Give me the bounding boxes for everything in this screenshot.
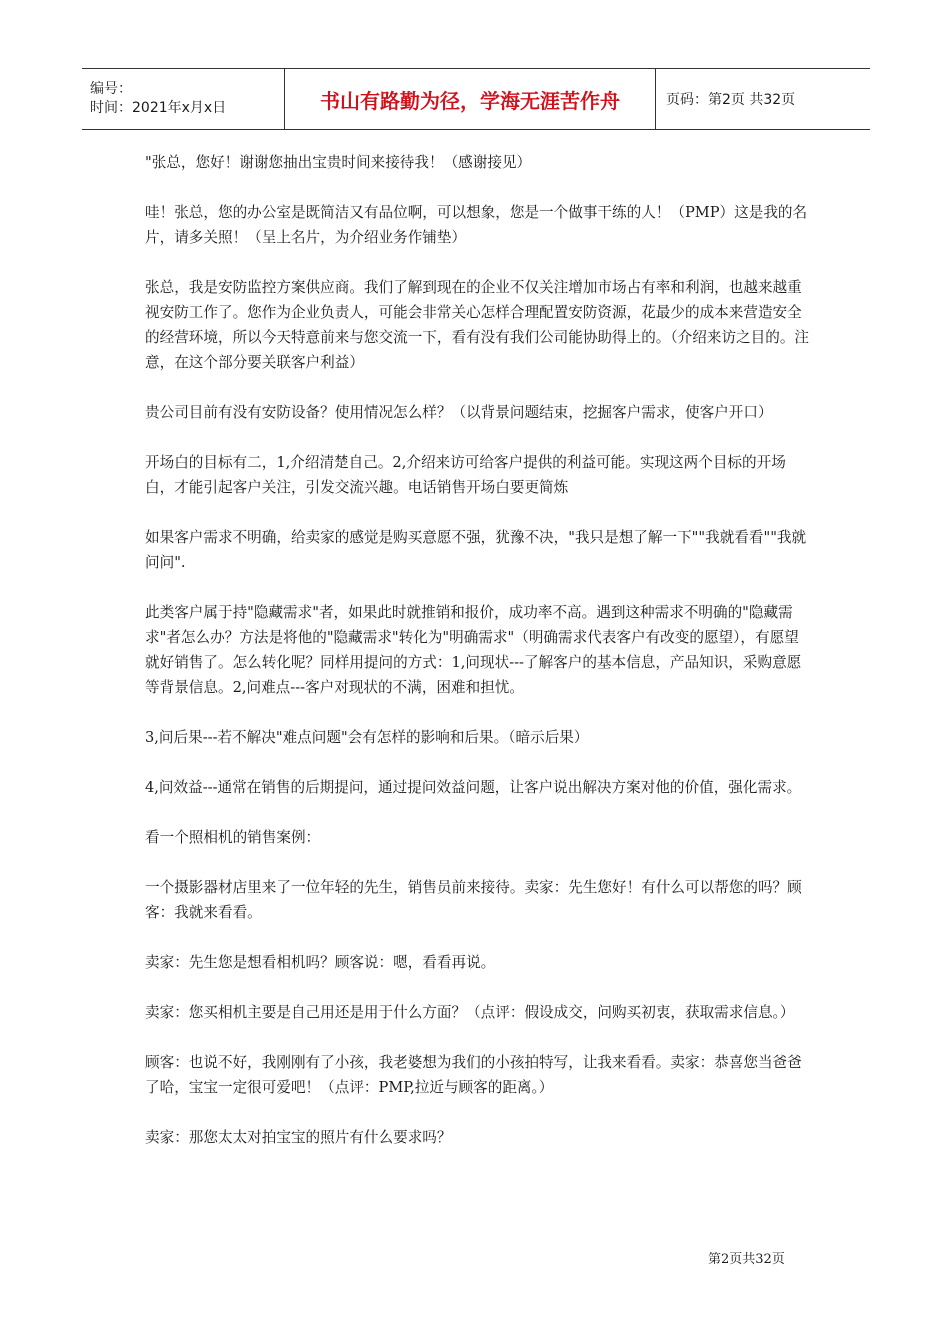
paragraph: "张总，您好！谢谢您抽出宝贵时间来接待我！（感谢接见） [145, 154, 532, 171]
paragraph: 卖家：那您太太对拍宝宝的照片有什么要求吗？ [145, 1129, 452, 1146]
page-footer: 第2页共32页 [708, 1252, 785, 1267]
document-number-label: 编号： [90, 81, 132, 97]
paragraph: 贵公司目前有没有安防设备？使用情况怎么样？（以背景问题结束，挖掘客户需求，使客户开口） [145, 404, 773, 421]
paragraph: 哇！张总，您的办公室是既简洁又有品位啊，可以想象，您是一个做事干练的人！（PMP）这是我的名片，请多关照！（呈上名片，为介绍业务作铺垫） [145, 204, 808, 246]
paragraph: 此类客户属于持"隐藏需求"者，如果此时就推销和报价，成功率不高。遇到这种需求不明确的"隐藏需求"者怎么办？方法是将他的"隐藏需求"转化为"明确需求"（明确需求代表客户有改变的愿望），有愿望就好销售了。怎么转化呢？同样用提问的方式：1,问现状---了解客户的基本信息，产品知识，采购意愿等背景信息。2,问难点---客户对现状的不满，困难和担忧。 [145, 604, 802, 696]
paragraph: 3,问后果---若不解决"难点问题"会有怎样的影响和后果。（暗示后果） [145, 729, 589, 746]
paragraph: 张总，我是安防监控方案供应商。我们了解到现在的企业不仅关注增加市场占有率和利润，也越来越重视安防工作了。您作为企业负责人，可能会非常关心怎样合理配置安防资源，花最少的成本来营造安全的经营环境，所以今天特意前来与您交流一下，看有没有我们公司能协助得上的。（介绍来访之目的。注意，在这个部分要关联客户利益） [145, 279, 810, 371]
paragraph: 4,问效益---通常在销售的后期提问，通过提问效益问题，让客户说出解决方案对他的价值，强化需求。 [145, 779, 802, 796]
document-body [145, 150, 810, 1175]
paragraph: 顾客：也说不好，我刚刚有了小孩，我老婆想为我们的小孩拍特写，让我来看看。卖家：恭喜您当爸爸了哈，宝宝一定很可爱吧！（点评：PMP,拉近与顾客的距离。） [145, 1054, 802, 1096]
header-motto: 书山有路勤为径，学海无涯苦作舟 [284, 69, 656, 129]
paragraph: 一个摄影器材店里来了一位年轻的先生，销售员前来接待。卖家：先生您好！有什么可以帮您的吗？顾客：我就来看看。 [145, 879, 802, 921]
page-header [82, 68, 870, 130]
paragraph: 如果客户需求不明确，给卖家的感觉是购买意愿不强，犹豫不决，"我只是想了解一下""我就看看""我就问问". [145, 529, 807, 571]
header-meta [82, 69, 284, 129]
paragraph: 卖家：先生您是想看相机吗？顾客说：嗯，看看再说。 [145, 954, 496, 971]
header-page-number: 页码：第2页 共32页 [666, 92, 796, 108]
paragraph: 开场白的目标有二，1,介绍清楚自己。2,介绍来访可给客户提供的利益可能。实现这两个目标的开场白，才能引起客户关注，引发交流兴趣。电话销售开场白要更简炼 [145, 454, 786, 496]
document-time-label: 时间：2021年x月x日 [90, 100, 227, 116]
paragraph: 看一个照相机的销售案例： [145, 829, 321, 846]
paragraph: 卖家：您买相机主要是自己用还是用于什么方面？（点评：假设成交，问购买初衷，获取需求信息。） [145, 1004, 795, 1021]
